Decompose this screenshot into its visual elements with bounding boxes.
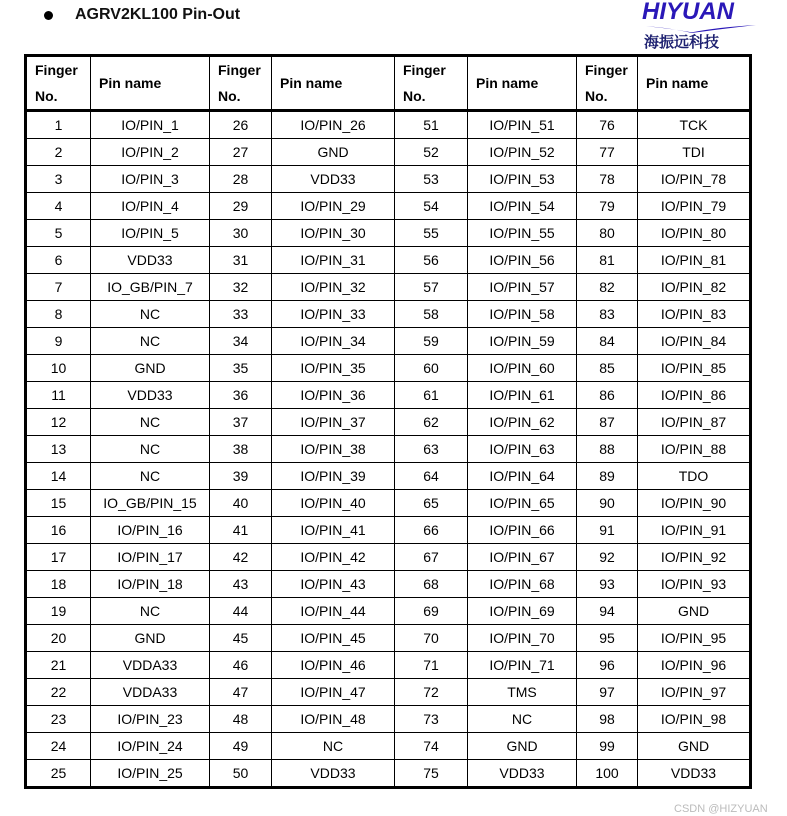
pin-name-cell: IO/PIN_87 <box>638 409 751 436</box>
table-row <box>26 463 751 490</box>
pin-name-cell: IO/PIN_2 <box>91 139 210 166</box>
pin-name-cell: IO/PIN_88 <box>638 436 751 463</box>
pin-name-cell: IO/PIN_41 <box>272 517 395 544</box>
finger-no-cell: 51 <box>395 111 468 139</box>
finger-no-cell: 46 <box>210 652 272 679</box>
finger-no-cell: 90 <box>577 490 638 517</box>
finger-no-cell: 4 <box>26 193 91 220</box>
finger-no-cell: 29 <box>210 193 272 220</box>
finger-no-cell: 70 <box>395 625 468 652</box>
finger-no-cell: 63 <box>395 436 468 463</box>
pin-name-cell: GND <box>638 598 751 625</box>
finger-no-cell: 26 <box>210 111 272 139</box>
header-pin-name: Pin name <box>468 56 577 111</box>
header-no: No. <box>35 88 58 104</box>
watermark: CSDN @HIZYUAN <box>674 803 768 815</box>
pin-name-cell: IO/PIN_86 <box>638 382 751 409</box>
pin-name-cell: IO/PIN_58 <box>468 301 577 328</box>
pin-name-cell: VDD33 <box>638 760 751 788</box>
finger-no-cell: 54 <box>395 193 468 220</box>
finger-no-cell: 75 <box>395 760 468 788</box>
pin-name-cell: IO/PIN_55 <box>468 220 577 247</box>
pin-name-cell: IO/PIN_18 <box>91 571 210 598</box>
pin-name-cell: IO/PIN_63 <box>468 436 577 463</box>
finger-no-cell: 74 <box>395 733 468 760</box>
table-row <box>26 274 751 301</box>
pin-name-cell: IO/PIN_60 <box>468 355 577 382</box>
pin-name-cell: GND <box>468 733 577 760</box>
finger-no-cell: 69 <box>395 598 468 625</box>
table-row <box>26 139 751 166</box>
pin-name-cell: IO/PIN_48 <box>272 706 395 733</box>
finger-no-cell: 32 <box>210 274 272 301</box>
finger-no-cell: 44 <box>210 598 272 625</box>
finger-no-cell: 58 <box>395 301 468 328</box>
pin-name-cell: IO/PIN_83 <box>638 301 751 328</box>
pin-name-cell: IO/PIN_51 <box>468 111 577 139</box>
finger-no-cell: 72 <box>395 679 468 706</box>
pin-name-cell: IO/PIN_39 <box>272 463 395 490</box>
pin-name-cell: IO/PIN_53 <box>468 166 577 193</box>
pin-name-cell: VDD33 <box>468 760 577 788</box>
pin-name-cell: IO/PIN_95 <box>638 625 751 652</box>
bullet-icon <box>44 11 53 20</box>
finger-no-cell: 3 <box>26 166 91 193</box>
finger-no-cell: 48 <box>210 706 272 733</box>
hiyuan-logo <box>636 0 786 52</box>
finger-no-cell: 61 <box>395 382 468 409</box>
finger-no-cell: 85 <box>577 355 638 382</box>
finger-no-cell: 36 <box>210 382 272 409</box>
pin-name-cell: IO/PIN_37 <box>272 409 395 436</box>
finger-no-cell: 68 <box>395 571 468 598</box>
pin-name-cell: IO/PIN_56 <box>468 247 577 274</box>
pin-name-cell: IO/PIN_33 <box>272 301 395 328</box>
table-row <box>26 166 751 193</box>
pinout-table <box>24 54 752 789</box>
finger-no-cell: 24 <box>26 733 91 760</box>
pin-name-cell: IO/PIN_62 <box>468 409 577 436</box>
pin-name-cell: IO/PIN_23 <box>91 706 210 733</box>
finger-no-cell: 22 <box>26 679 91 706</box>
pin-name-cell: TDO <box>638 463 751 490</box>
finger-no-cell: 2 <box>26 139 91 166</box>
finger-no-cell: 60 <box>395 355 468 382</box>
finger-no-cell: 30 <box>210 220 272 247</box>
finger-no-cell: 80 <box>577 220 638 247</box>
finger-no-cell: 27 <box>210 139 272 166</box>
pin-name-cell: IO/PIN_81 <box>638 247 751 274</box>
finger-no-cell: 84 <box>577 328 638 355</box>
header-finger: Finger <box>35 62 78 78</box>
logo-text-en: HIYUAN <box>642 0 735 25</box>
pin-name-cell: IO/PIN_47 <box>272 679 395 706</box>
finger-no-cell: 79 <box>577 193 638 220</box>
pin-name-cell: NC <box>468 706 577 733</box>
pin-name-cell: IO/PIN_5 <box>91 220 210 247</box>
pin-name-cell: IO/PIN_16 <box>91 517 210 544</box>
finger-no-cell: 45 <box>210 625 272 652</box>
pin-name-cell: GND <box>272 139 395 166</box>
pin-name-cell: IO/PIN_66 <box>468 517 577 544</box>
table-row <box>26 679 751 706</box>
pin-name-cell: IO/PIN_24 <box>91 733 210 760</box>
header-finger-no <box>577 56 638 111</box>
finger-no-cell: 89 <box>577 463 638 490</box>
pin-name-cell: IO_GB/PIN_7 <box>91 274 210 301</box>
pin-name-cell: IO/PIN_32 <box>272 274 395 301</box>
finger-no-cell: 82 <box>577 274 638 301</box>
pin-name-cell: IO/PIN_69 <box>468 598 577 625</box>
finger-no-cell: 97 <box>577 679 638 706</box>
finger-no-cell: 81 <box>577 247 638 274</box>
finger-no-cell: 93 <box>577 571 638 598</box>
finger-no-cell: 99 <box>577 733 638 760</box>
pin-name-cell: VDD33 <box>272 760 395 788</box>
pin-name-cell: IO/PIN_40 <box>272 490 395 517</box>
finger-no-cell: 13 <box>26 436 91 463</box>
finger-no-cell: 39 <box>210 463 272 490</box>
table-row <box>26 706 751 733</box>
pin-name-cell: IO/PIN_31 <box>272 247 395 274</box>
page-title: AGRV2KL100 Pin-Out <box>75 6 241 23</box>
pin-name-cell: IO/PIN_17 <box>91 544 210 571</box>
finger-no-cell: 86 <box>577 382 638 409</box>
table-row <box>26 625 751 652</box>
pin-name-cell: NC <box>91 436 210 463</box>
pin-name-cell: NC <box>91 409 210 436</box>
table-row <box>26 517 751 544</box>
pin-name-cell: IO/PIN_65 <box>468 490 577 517</box>
finger-no-cell: 7 <box>26 274 91 301</box>
pin-name-cell: NC <box>91 463 210 490</box>
finger-no-cell: 28 <box>210 166 272 193</box>
finger-no-cell: 73 <box>395 706 468 733</box>
table-row <box>26 111 751 139</box>
pin-name-cell: IO/PIN_61 <box>468 382 577 409</box>
pin-name-cell: IO/PIN_64 <box>468 463 577 490</box>
finger-no-cell: 25 <box>26 760 91 788</box>
pin-name-cell: IO/PIN_35 <box>272 355 395 382</box>
pin-name-cell: IO/PIN_36 <box>272 382 395 409</box>
pin-name-cell: IO/PIN_96 <box>638 652 751 679</box>
pin-name-cell: IO/PIN_3 <box>91 166 210 193</box>
finger-no-cell: 43 <box>210 571 272 598</box>
finger-no-cell: 66 <box>395 517 468 544</box>
pin-name-cell: TMS <box>468 679 577 706</box>
finger-no-cell: 12 <box>26 409 91 436</box>
finger-no-cell: 100 <box>577 760 638 788</box>
finger-no-cell: 96 <box>577 652 638 679</box>
pin-name-cell: VDD33 <box>91 382 210 409</box>
finger-no-cell: 15 <box>26 490 91 517</box>
pin-name-cell: IO/PIN_92 <box>638 544 751 571</box>
pin-name-cell: IO/PIN_98 <box>638 706 751 733</box>
finger-no-cell: 92 <box>577 544 638 571</box>
table-row <box>26 490 751 517</box>
finger-no-cell: 42 <box>210 544 272 571</box>
section-heading <box>44 6 240 24</box>
pin-name-cell: IO/PIN_52 <box>468 139 577 166</box>
pin-name-cell: IO/PIN_59 <box>468 328 577 355</box>
finger-no-cell: 55 <box>395 220 468 247</box>
finger-no-cell: 37 <box>210 409 272 436</box>
table-row <box>26 571 751 598</box>
finger-no-cell: 47 <box>210 679 272 706</box>
table-row <box>26 544 751 571</box>
pin-name-cell: IO/PIN_97 <box>638 679 751 706</box>
pin-name-cell: NC <box>91 598 210 625</box>
pin-name-cell: GND <box>638 733 751 760</box>
finger-no-cell: 64 <box>395 463 468 490</box>
pin-name-cell: IO/PIN_45 <box>272 625 395 652</box>
finger-no-cell: 8 <box>26 301 91 328</box>
table-row <box>26 328 751 355</box>
pin-name-cell: IO/PIN_91 <box>638 517 751 544</box>
header-finger: Finger <box>585 62 628 78</box>
pin-name-cell: IO/PIN_93 <box>638 571 751 598</box>
pin-name-cell: IO/PIN_34 <box>272 328 395 355</box>
pin-name-cell: IO/PIN_85 <box>638 355 751 382</box>
table-row <box>26 382 751 409</box>
table-row <box>26 247 751 274</box>
finger-no-cell: 59 <box>395 328 468 355</box>
finger-no-cell: 95 <box>577 625 638 652</box>
table-row <box>26 409 751 436</box>
table-row <box>26 652 751 679</box>
finger-no-cell: 56 <box>395 247 468 274</box>
finger-no-cell: 78 <box>577 166 638 193</box>
finger-no-cell: 14 <box>26 463 91 490</box>
pin-name-cell: IO/PIN_4 <box>91 193 210 220</box>
pin-name-cell: IO/PIN_67 <box>468 544 577 571</box>
logo-text-cn: 海振远科技 <box>644 33 720 51</box>
pin-name-cell: IO/PIN_38 <box>272 436 395 463</box>
finger-no-cell: 77 <box>577 139 638 166</box>
pin-name-cell: IO/PIN_54 <box>468 193 577 220</box>
finger-no-cell: 53 <box>395 166 468 193</box>
pin-name-cell: VDDA33 <box>91 679 210 706</box>
header-finger: Finger <box>218 62 261 78</box>
header-finger-no <box>26 56 91 111</box>
pin-name-cell: IO/PIN_1 <box>91 111 210 139</box>
header-no: No. <box>585 88 608 104</box>
finger-no-cell: 38 <box>210 436 272 463</box>
pin-name-cell: VDD33 <box>272 166 395 193</box>
pin-name-cell: IO/PIN_80 <box>638 220 751 247</box>
logo-swoosh-icon <box>646 25 756 33</box>
finger-no-cell: 87 <box>577 409 638 436</box>
finger-no-cell: 1 <box>26 111 91 139</box>
finger-no-cell: 16 <box>26 517 91 544</box>
pin-name-cell: NC <box>272 733 395 760</box>
pin-name-cell: IO/PIN_25 <box>91 760 210 788</box>
finger-no-cell: 57 <box>395 274 468 301</box>
finger-no-cell: 88 <box>577 436 638 463</box>
finger-no-cell: 76 <box>577 111 638 139</box>
pin-name-cell: IO/PIN_44 <box>272 598 395 625</box>
pin-name-cell: IO/PIN_78 <box>638 166 751 193</box>
finger-no-cell: 19 <box>26 598 91 625</box>
finger-no-cell: 5 <box>26 220 91 247</box>
finger-no-cell: 31 <box>210 247 272 274</box>
finger-no-cell: 35 <box>210 355 272 382</box>
finger-no-cell: 33 <box>210 301 272 328</box>
pin-name-cell: IO/PIN_70 <box>468 625 577 652</box>
finger-no-cell: 49 <box>210 733 272 760</box>
finger-no-cell: 18 <box>26 571 91 598</box>
finger-no-cell: 17 <box>26 544 91 571</box>
header-finger-no <box>395 56 468 111</box>
finger-no-cell: 62 <box>395 409 468 436</box>
pin-name-cell: NC <box>91 301 210 328</box>
table-row <box>26 220 751 247</box>
table-row <box>26 193 751 220</box>
header-pin-name: Pin name <box>272 56 395 111</box>
pin-name-cell: GND <box>91 625 210 652</box>
pin-name-cell: IO/PIN_43 <box>272 571 395 598</box>
header-pin-name: Pin name <box>91 56 210 111</box>
finger-no-cell: 21 <box>26 652 91 679</box>
finger-no-cell: 94 <box>577 598 638 625</box>
pin-name-cell: GND <box>91 355 210 382</box>
finger-no-cell: 9 <box>26 328 91 355</box>
pin-name-cell: IO/PIN_42 <box>272 544 395 571</box>
pin-name-cell: IO/PIN_30 <box>272 220 395 247</box>
finger-no-cell: 83 <box>577 301 638 328</box>
pin-name-cell: TCK <box>638 111 751 139</box>
pin-name-cell: IO/PIN_68 <box>468 571 577 598</box>
finger-no-cell: 91 <box>577 517 638 544</box>
pin-name-cell: TDI <box>638 139 751 166</box>
pin-name-cell: VDD33 <box>91 247 210 274</box>
pin-name-cell: IO/PIN_29 <box>272 193 395 220</box>
pin-name-cell: IO/PIN_26 <box>272 111 395 139</box>
pin-name-cell: NC <box>91 328 210 355</box>
pin-name-cell: IO/PIN_79 <box>638 193 751 220</box>
finger-no-cell: 10 <box>26 355 91 382</box>
header-finger-no <box>210 56 272 111</box>
header-pin-name: Pin name <box>638 56 751 111</box>
finger-no-cell: 71 <box>395 652 468 679</box>
header-no: No. <box>403 88 426 104</box>
table-row <box>26 733 751 760</box>
finger-no-cell: 50 <box>210 760 272 788</box>
finger-no-cell: 23 <box>26 706 91 733</box>
table-row <box>26 598 751 625</box>
pin-name-cell: IO_GB/PIN_15 <box>91 490 210 517</box>
pin-name-cell: IO/PIN_57 <box>468 274 577 301</box>
table-row <box>26 760 751 788</box>
pin-name-cell: IO/PIN_71 <box>468 652 577 679</box>
finger-no-cell: 98 <box>577 706 638 733</box>
finger-no-cell: 11 <box>26 382 91 409</box>
pin-name-cell: IO/PIN_46 <box>272 652 395 679</box>
finger-no-cell: 40 <box>210 490 272 517</box>
table-row <box>26 355 751 382</box>
finger-no-cell: 67 <box>395 544 468 571</box>
finger-no-cell: 65 <box>395 490 468 517</box>
pin-name-cell: IO/PIN_84 <box>638 328 751 355</box>
pin-name-cell: IO/PIN_90 <box>638 490 751 517</box>
pin-name-cell: IO/PIN_82 <box>638 274 751 301</box>
header-finger: Finger <box>403 62 446 78</box>
finger-no-cell: 20 <box>26 625 91 652</box>
finger-no-cell: 6 <box>26 247 91 274</box>
header-no: No. <box>218 88 241 104</box>
finger-no-cell: 41 <box>210 517 272 544</box>
finger-no-cell: 52 <box>395 139 468 166</box>
pin-name-cell: VDDA33 <box>91 652 210 679</box>
table-row <box>26 301 751 328</box>
table-row <box>26 436 751 463</box>
finger-no-cell: 34 <box>210 328 272 355</box>
